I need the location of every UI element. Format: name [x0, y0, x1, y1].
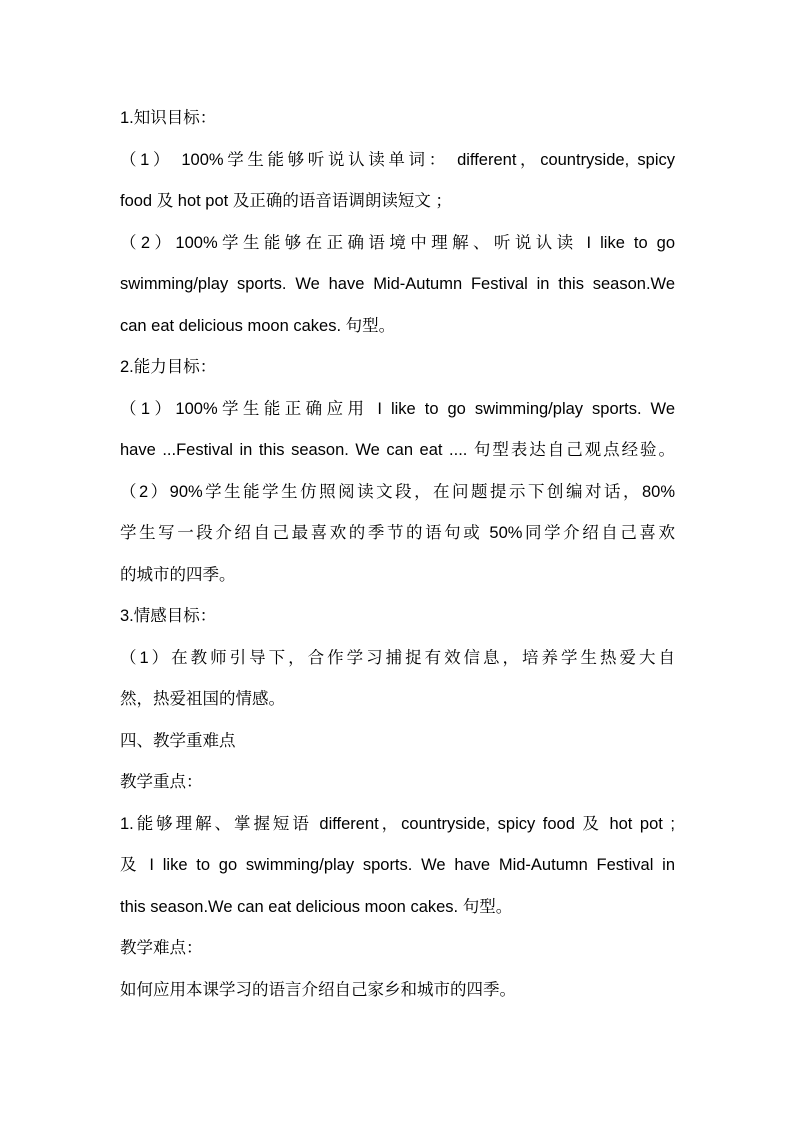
paragraph-line: have ...Festival in this season. We can eat .... 句型表达自己观点经验。	[120, 441, 675, 459]
paragraph-line: 然，热爱祖国的情感。	[120, 690, 285, 708]
paragraph-line: 的城市的四季。	[120, 566, 236, 584]
heading-knowledge-goals: 1.知识目标：	[120, 109, 217, 127]
paragraph-line: food 及 hot pot 及正确的语音语调朗读短文 ；	[120, 192, 452, 210]
paragraph-line: （1） 100%学生能够听说认读单词： different，countryside, spicy	[120, 151, 675, 169]
paragraph-line: （2）100%学生能够在正确语境中理解、听说认读 I like to go	[120, 234, 675, 252]
section-heading: 四、教学重难点	[120, 732, 236, 750]
paragraph-line: can eat delicious moon cakes. 句型。	[120, 317, 396, 335]
paragraph-line: this season.We can eat delicious moon cakes. 句型。	[120, 898, 513, 916]
paragraph-line: swimming/play sports. We have Mid-Autumn Festival in this season.We	[120, 275, 675, 293]
subheading-difficult-points: 教学难点：	[120, 939, 203, 957]
heading-ability-goals: 2.能力目标：	[120, 358, 217, 376]
subheading-key-points: 教学重点：	[120, 773, 203, 791]
paragraph-line: （1）100%学生能正确应用 I like to go swimming/play sports. We	[120, 400, 675, 418]
paragraph-line: 如何应用本课学习的语言介绍自己家乡和城市的四季。	[120, 981, 516, 999]
paragraph-line: 1.能够理解、掌握短语 different，countryside, spicy food 及 hot pot ;	[120, 815, 675, 833]
paragraph-line: 及 I like to go swimming/play sports. We have Mid-Autumn Festival in	[120, 856, 675, 874]
paragraph-line: （2）90%学生能学生仿照阅读文段，在问题提示下创编对话，80%	[120, 483, 675, 501]
paragraph-line: （1）在教师引导下，合作学习捕捉有效信息，培养学生热爱大自	[120, 649, 675, 667]
heading-emotional-goals: 3.情感目标：	[120, 607, 217, 625]
paragraph-line: 学生写一段介绍自己最喜欢的季节的语句或 50%同学介绍自己喜欢	[120, 524, 675, 542]
